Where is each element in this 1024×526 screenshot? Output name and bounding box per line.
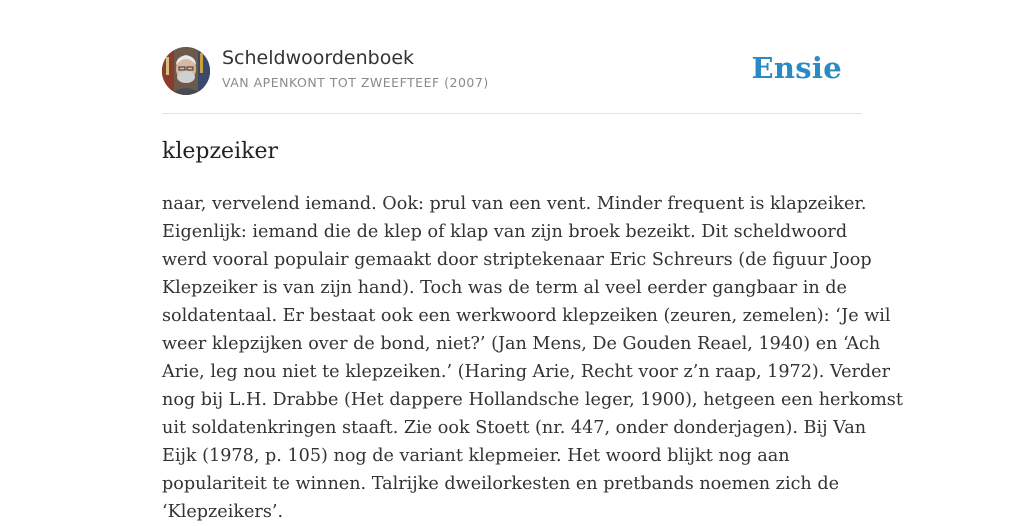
- definition-line: nog bij L.H. Drabbe (Het dappere Hollandsche leger, 1900), hetgeen een herkomst: [162, 390, 903, 410]
- definition-line: Klepzeiker is van zijn hand). Toch was de term al veel eerder gangbaar in de: [162, 278, 847, 298]
- definition-line: Arie, leg nou niet te klepzeiken.’ (Haring Arie, Recht voor z’n raap, 1972). Verder: [162, 362, 890, 382]
- entry-term: klepzeiker: [162, 139, 278, 164]
- entry-card: [162, 0, 903, 522]
- definition-line: werd vooral populair gemaakt door striptekenaar Eric Schreurs (de figuur Joop: [162, 250, 872, 270]
- definition-line: populariteit te winnen. Talrijke dweilorkesten en pretbands noemen zich de: [162, 474, 840, 494]
- definition-line: Eigenlijk: iemand die de klep of klap van zijn broek bezeikt. Dit scheldwoord: [162, 222, 848, 242]
- entry-definition: [162, 190, 903, 526]
- source-title[interactable]: Scheldwoordenboek: [222, 47, 415, 69]
- definition-line: uit soldatenkringen staaft. Zie ook Stoett (nr. 447, onder donderjagen). Bij Van: [162, 418, 867, 438]
- source-subtitle: VAN APENKONT TOT ZWEEFTEEF (2007): [222, 75, 489, 90]
- definition-line: weer klepzijken over de bond, niet?’ (Jan Mens, De Gouden Reael, 1940) en ‘Ach: [162, 334, 881, 354]
- brand-logo[interactable]: Ensie: [751, 51, 842, 85]
- definition-line: naar, vervelend iemand. Ook: prul van een vent. Minder frequent is klapzeiker.: [162, 194, 867, 214]
- definition-line: ‘Klepzeikers’.: [162, 502, 284, 522]
- author-avatar[interactable]: [162, 47, 210, 95]
- definition-line: soldatentaal. Er bestaat ook een werkwoord klepzeiken (zeuren, zemelen): ‘Je wil: [162, 306, 891, 326]
- entry-header: [162, 0, 862, 114]
- definition-line: Eijk (1978, p. 105) nog de variant klepmeier. Het woord blijkt nog aan: [162, 446, 790, 466]
